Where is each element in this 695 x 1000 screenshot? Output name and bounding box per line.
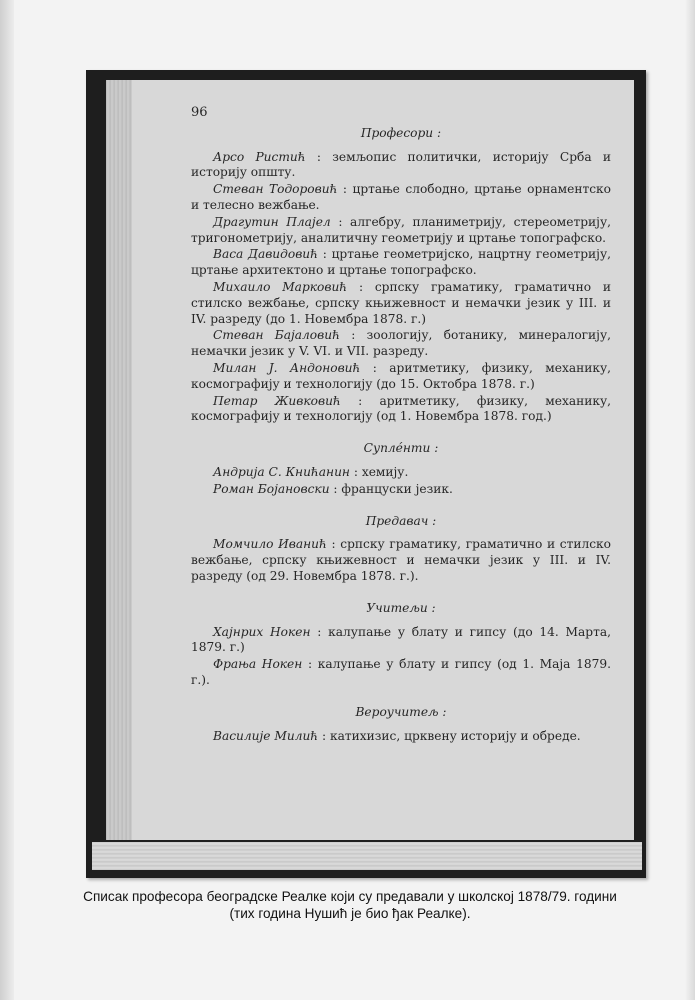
person-name: Роман Бојановски [213, 481, 330, 496]
subjects: : хемију. [349, 464, 409, 479]
entry [191, 182, 611, 214]
person-name: Момчило Иванић [213, 537, 327, 552]
person-name: Хајнрих Нокен [213, 624, 311, 639]
subjects: : цртање геометријско, нацртну геометрију, цртање архитектоно и цртање топографско. [191, 247, 611, 278]
section-heading: Вероучитељ : [355, 704, 447, 719]
person-name: Стеван Тодоровић [213, 182, 338, 197]
person-name: Драгутин Плајел [213, 214, 331, 229]
entry [191, 247, 611, 279]
person-name: Михаило Марковић [213, 279, 348, 294]
book-page [106, 80, 634, 840]
entry [191, 280, 611, 327]
entry [191, 361, 611, 393]
caption-line-2: (тих година Нушић је био ђак Реалке). [229, 906, 471, 921]
scan-page-edge-left [0, 0, 14, 1000]
person-name: Фрања Нокен [213, 657, 303, 672]
spacer [191, 499, 611, 509]
subjects: : аритметику, физику, механику, космографију и технологију (од 1. Новембра 1878. год.) [191, 393, 611, 424]
spacer [191, 690, 611, 700]
entry [191, 215, 611, 247]
caption-line-1: Списак професора београдске Реалке који су предавали у школској 1878/79. години [83, 889, 617, 904]
spacer [191, 586, 611, 596]
entry [191, 537, 611, 584]
subjects: : калупање у блату и гипсу (до 14. Марта, 1879. г.) [191, 624, 611, 655]
page-number: 96 [191, 105, 208, 120]
book-text [191, 105, 611, 745]
entry [191, 328, 611, 360]
person-name: Василије Милић [213, 728, 319, 743]
subjects: : земљопис политички, историју Срба и историју општу. [191, 149, 612, 180]
book-spine [106, 80, 132, 840]
subjects: : цртање слободно, цртање орнаментско и телесно вежбање. [191, 182, 611, 212]
subjects: : калупање у блату и гипсу (од 1. Маја 1879. г.). [191, 657, 611, 687]
person-name: Стеван Бајаловић [213, 328, 340, 343]
subjects: : српску граматику, граматично и стилско вежбање, српску књижевност и немачки језик у III. и IV. разреду (до 1. Новембра 1878. г.) [191, 279, 611, 326]
person-name: Петар Живковић [213, 393, 341, 408]
entry [191, 625, 611, 657]
entry [191, 465, 611, 481]
subjects: : француски језик. [329, 481, 453, 496]
person-name: Васа Давидовић [213, 247, 319, 262]
person-name: Арсо Ристић [213, 149, 306, 164]
section-heading: Предавач : [365, 513, 437, 528]
section-heading: Суплéнти : [363, 441, 439, 456]
subjects: : аритметику, физику, механику, космографију и технологију (до 15. Октобра 1878. г.) [191, 360, 612, 391]
entry [191, 657, 611, 689]
subjects: : српску граматику, граматично и стилско вежбање, српску књижевност и немачки језик у III. и IV. разреду (од 29. Новембра 1878. г.). [191, 537, 611, 583]
figure-caption [30, 888, 670, 922]
entry [191, 729, 611, 745]
section-heading: Професори : [360, 125, 442, 140]
subjects: : катихизис, црквену историју и обреде. [318, 728, 581, 743]
subjects: : алгебру, планиметрију, стереометрију, тригонометрију, аналитичну геометрију и цртање топографско. [191, 214, 611, 245]
entry [191, 482, 611, 498]
entry [191, 150, 611, 182]
person-name: Милан Ј. Андоновић [213, 360, 361, 375]
section-heading: Учитељи : [366, 600, 436, 615]
book-page-stack-edge [92, 842, 642, 870]
person-name: Андрија С. Книћанин [213, 464, 350, 479]
entry [191, 394, 611, 426]
spacer [191, 426, 611, 436]
subjects: : зоологију, ботанику, минералогију, немачки језик у V. VI. и VII. разреду. [191, 328, 611, 359]
scan-page-edge-right [685, 0, 695, 1000]
